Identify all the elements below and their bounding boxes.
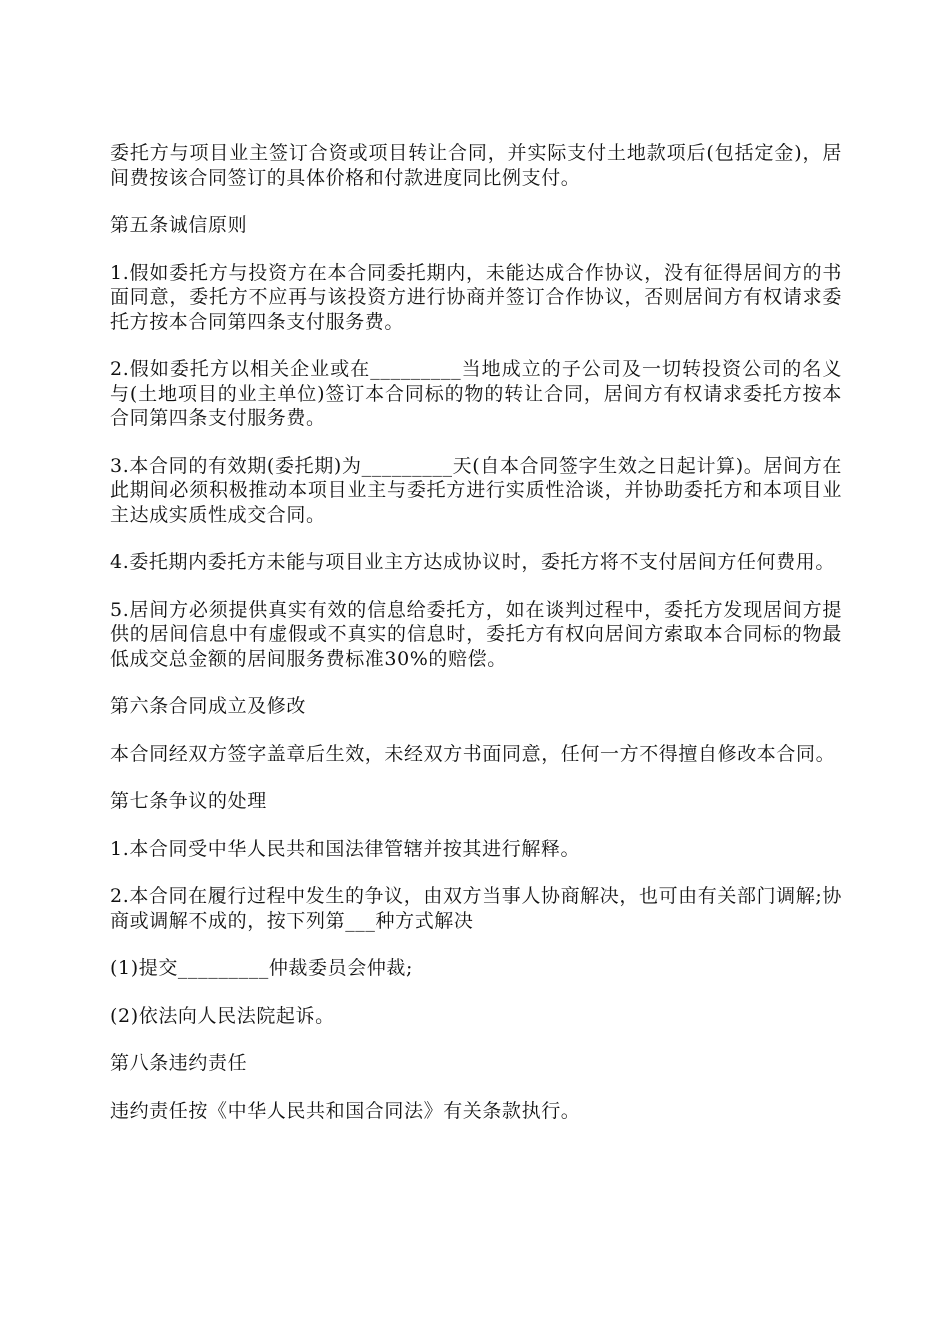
heading-article-7: 第七条争议的处理 <box>110 790 267 812</box>
paragraph-article-5-item-4: 4.委托期内委托方未能与项目业主方达成协议时，委托方将不支付居间方任何费用。 <box>110 551 835 573</box>
paragraph-article-5-item-5: 5.居间方必须提供真实有效的信息给委托方，如在谈判过程中，委托方发现居间方提供的居间信息中有虚假或不真实的信息时，委托方有权向居间方索取本合同标的物最低成交总金额的居间服务费标准30%的赔偿。 <box>110 598 842 670</box>
document-page <box>110 141 842 1146</box>
paragraph-article-7-option-2: (2)依法向人民法院起诉。 <box>110 1004 335 1027</box>
paragraph-article-5-item-3: 3.本合同的有效期(委托期)为_________天(自本合同签字生效之日起计算)。居间方在此期间必须积极推动本项目业主与委托方进行实质性洽谈，并协助委托方和本项目业主达成实质性成交合同。 <box>110 454 842 526</box>
paragraph-article-5-item-1: 1.假如委托方与投资方在本合同委托期内，未能达成合作协议，没有征得居间方的书面同意，委托方不应再与该投资方进行协商并签订合作协议，否则居间方有权请求委托方按本合同第四条支付服务费。 <box>110 261 842 333</box>
heading-article-6: 第六条合同成立及修改 <box>110 695 307 717</box>
heading-article-8: 第八条违约责任 <box>110 1052 248 1074</box>
paragraph-payment-terms: 委托方与项目业主签订合资或项目转让合同，并实际支付土地款项后(包括定金)，居间费按该合同签订的具体价格和付款进度同比例支付。 <box>110 142 842 189</box>
paragraph-article-7-item-2: 2.本合同在履行过程中发生的争议，由双方当事人协商解决，也可由有关部门调解;协商或调解不成的，按下列第___种方式解决 <box>110 885 842 932</box>
heading-article-5: 第五条诚信原则 <box>110 214 248 236</box>
paragraph-article-6-body: 本合同经双方签字盖章后生效，未经双方书面同意，任何一方不得擅自修改本合同。 <box>110 742 836 765</box>
paragraph-article-7-item-1: 1.本合同受中华人民共和国法律管辖并按其进行解释。 <box>110 837 581 860</box>
paragraph-article-5-item-2: 2.假如委托方以相关企业或在_________当地成立的子公司及一切转投资公司的名义与(土地项目的业主单位)签订本合同标的物的转让合同，居间方有权请求委托方按本合同第四条支付服务费。 <box>110 358 842 429</box>
paragraph-article-8-body: 违约责任按《中华人民共和国合同法》有关条款执行。 <box>110 1099 581 1122</box>
paragraph-article-7-option-1: (1)提交_________仲裁委员会仲裁; <box>110 957 414 979</box>
